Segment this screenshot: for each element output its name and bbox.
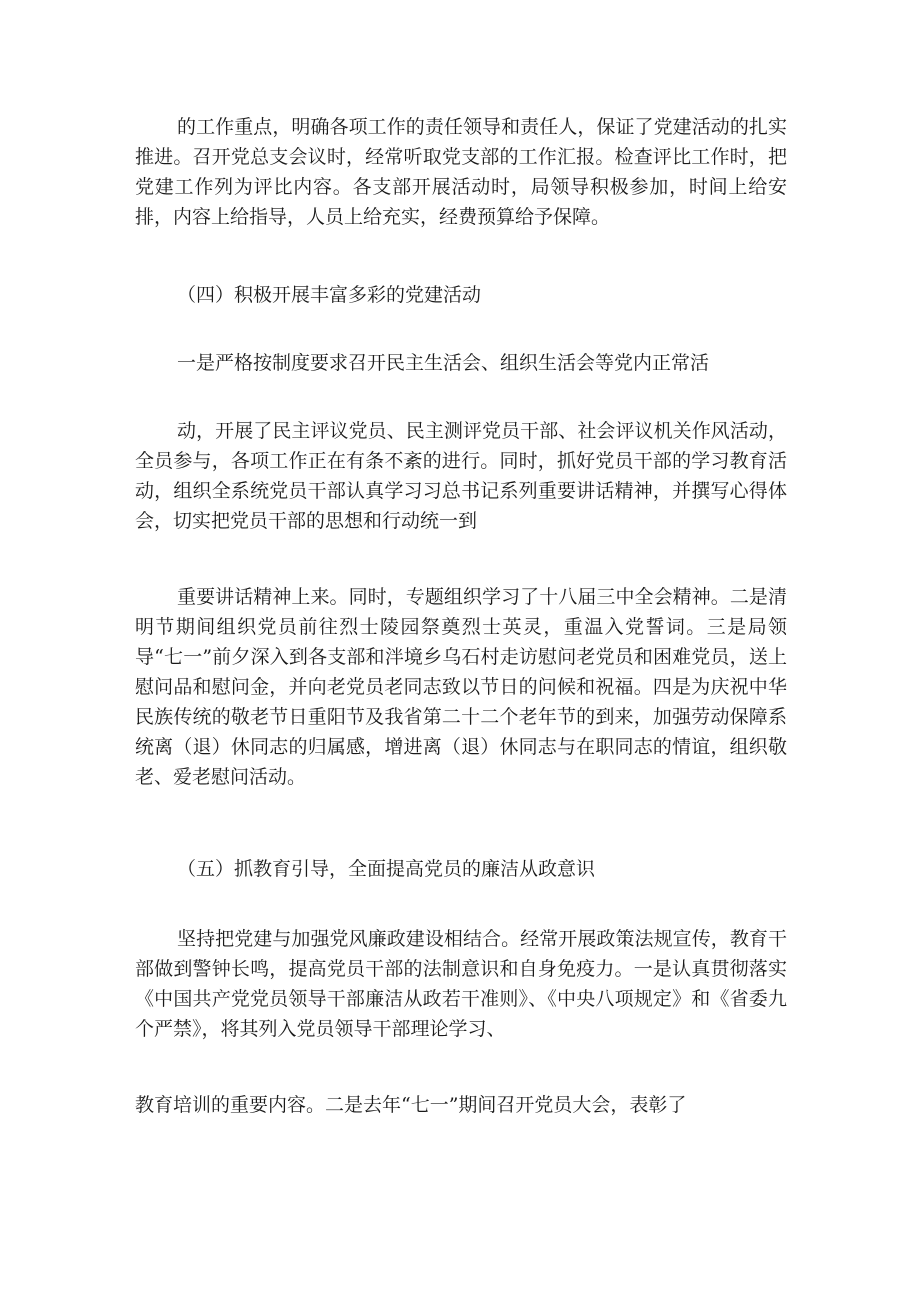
paragraph-integrity-education: 坚持把党建与加强党风廉政建设相结合。经常开展政策法规宣传，教育干部做到警钟长鸣，提高党员干部的法制意识和自身免疫力。一是认真贯彻落实《中国共产党党员领导干部廉洁从政若干准则》、《中央八项规定》和《省委九个严禁》，将其列入党员领导干部理论学习、 <box>135 928 787 1040</box>
paragraph-democratic-review: 动，开展了民主评议党员、民主测评党员干部、社会评议机关作风活动，全员参与，各项工作正在有条不紊的进行。同时，抓好党员干部的学习教育活动，组织全系统党员干部认真学习习总书记系列重要讲话精神，并撰写心得体会，切实把党员干部的思想和行动统一到 <box>135 420 787 532</box>
section-heading-5: （五）抓教育引导，全面提高党员的廉洁从政意识 <box>177 858 596 880</box>
paragraph-study-activities: 重要讲话精神上来。同时，专题组织学习了十八届三中全会精神。二是清明节期间组织党员前往烈士陵园祭奠烈士英灵，重温入党誓词。三是局领导“七一”前夕深入到各支部和泮境乡乌石村走访慰问老党员和困难党员，送上慰问品和慰问金，并向老党员老同志致以节日的问候和祝福。四是为庆祝中华民族传统的敬老节日重阳节及我省第二十二个老年节的到来，加强劳动保障系统离（退）休同志的归属感，增进离（退）休同志与在职同志的情谊，组织敬老、爱老慰问活动。 <box>135 586 787 788</box>
paragraph-training-content: 教育培训的重要内容。二是去年“七一”期间召开党员大会，表彰了 <box>135 1094 687 1116</box>
paragraph-work-focus: 的工作重点，明确各项工作的责任领导和责任人，保证了党建活动的扎实推进。召开党总支会议时，经常听取党支部的工作汇报。检查评比工作时，把党建工作列为评比内容。各支部开展活动时，局领导积极参加，时间上给安排，内容上给指导，人员上给充实，经费预算给予保障。 <box>135 116 787 228</box>
paragraph-first-point: 一是严格按制度要求召开民主生活会、组织生活会等党内正常活 <box>177 352 710 374</box>
section-heading-4: （四）积极开展丰富多彩的党建活动 <box>177 284 482 306</box>
